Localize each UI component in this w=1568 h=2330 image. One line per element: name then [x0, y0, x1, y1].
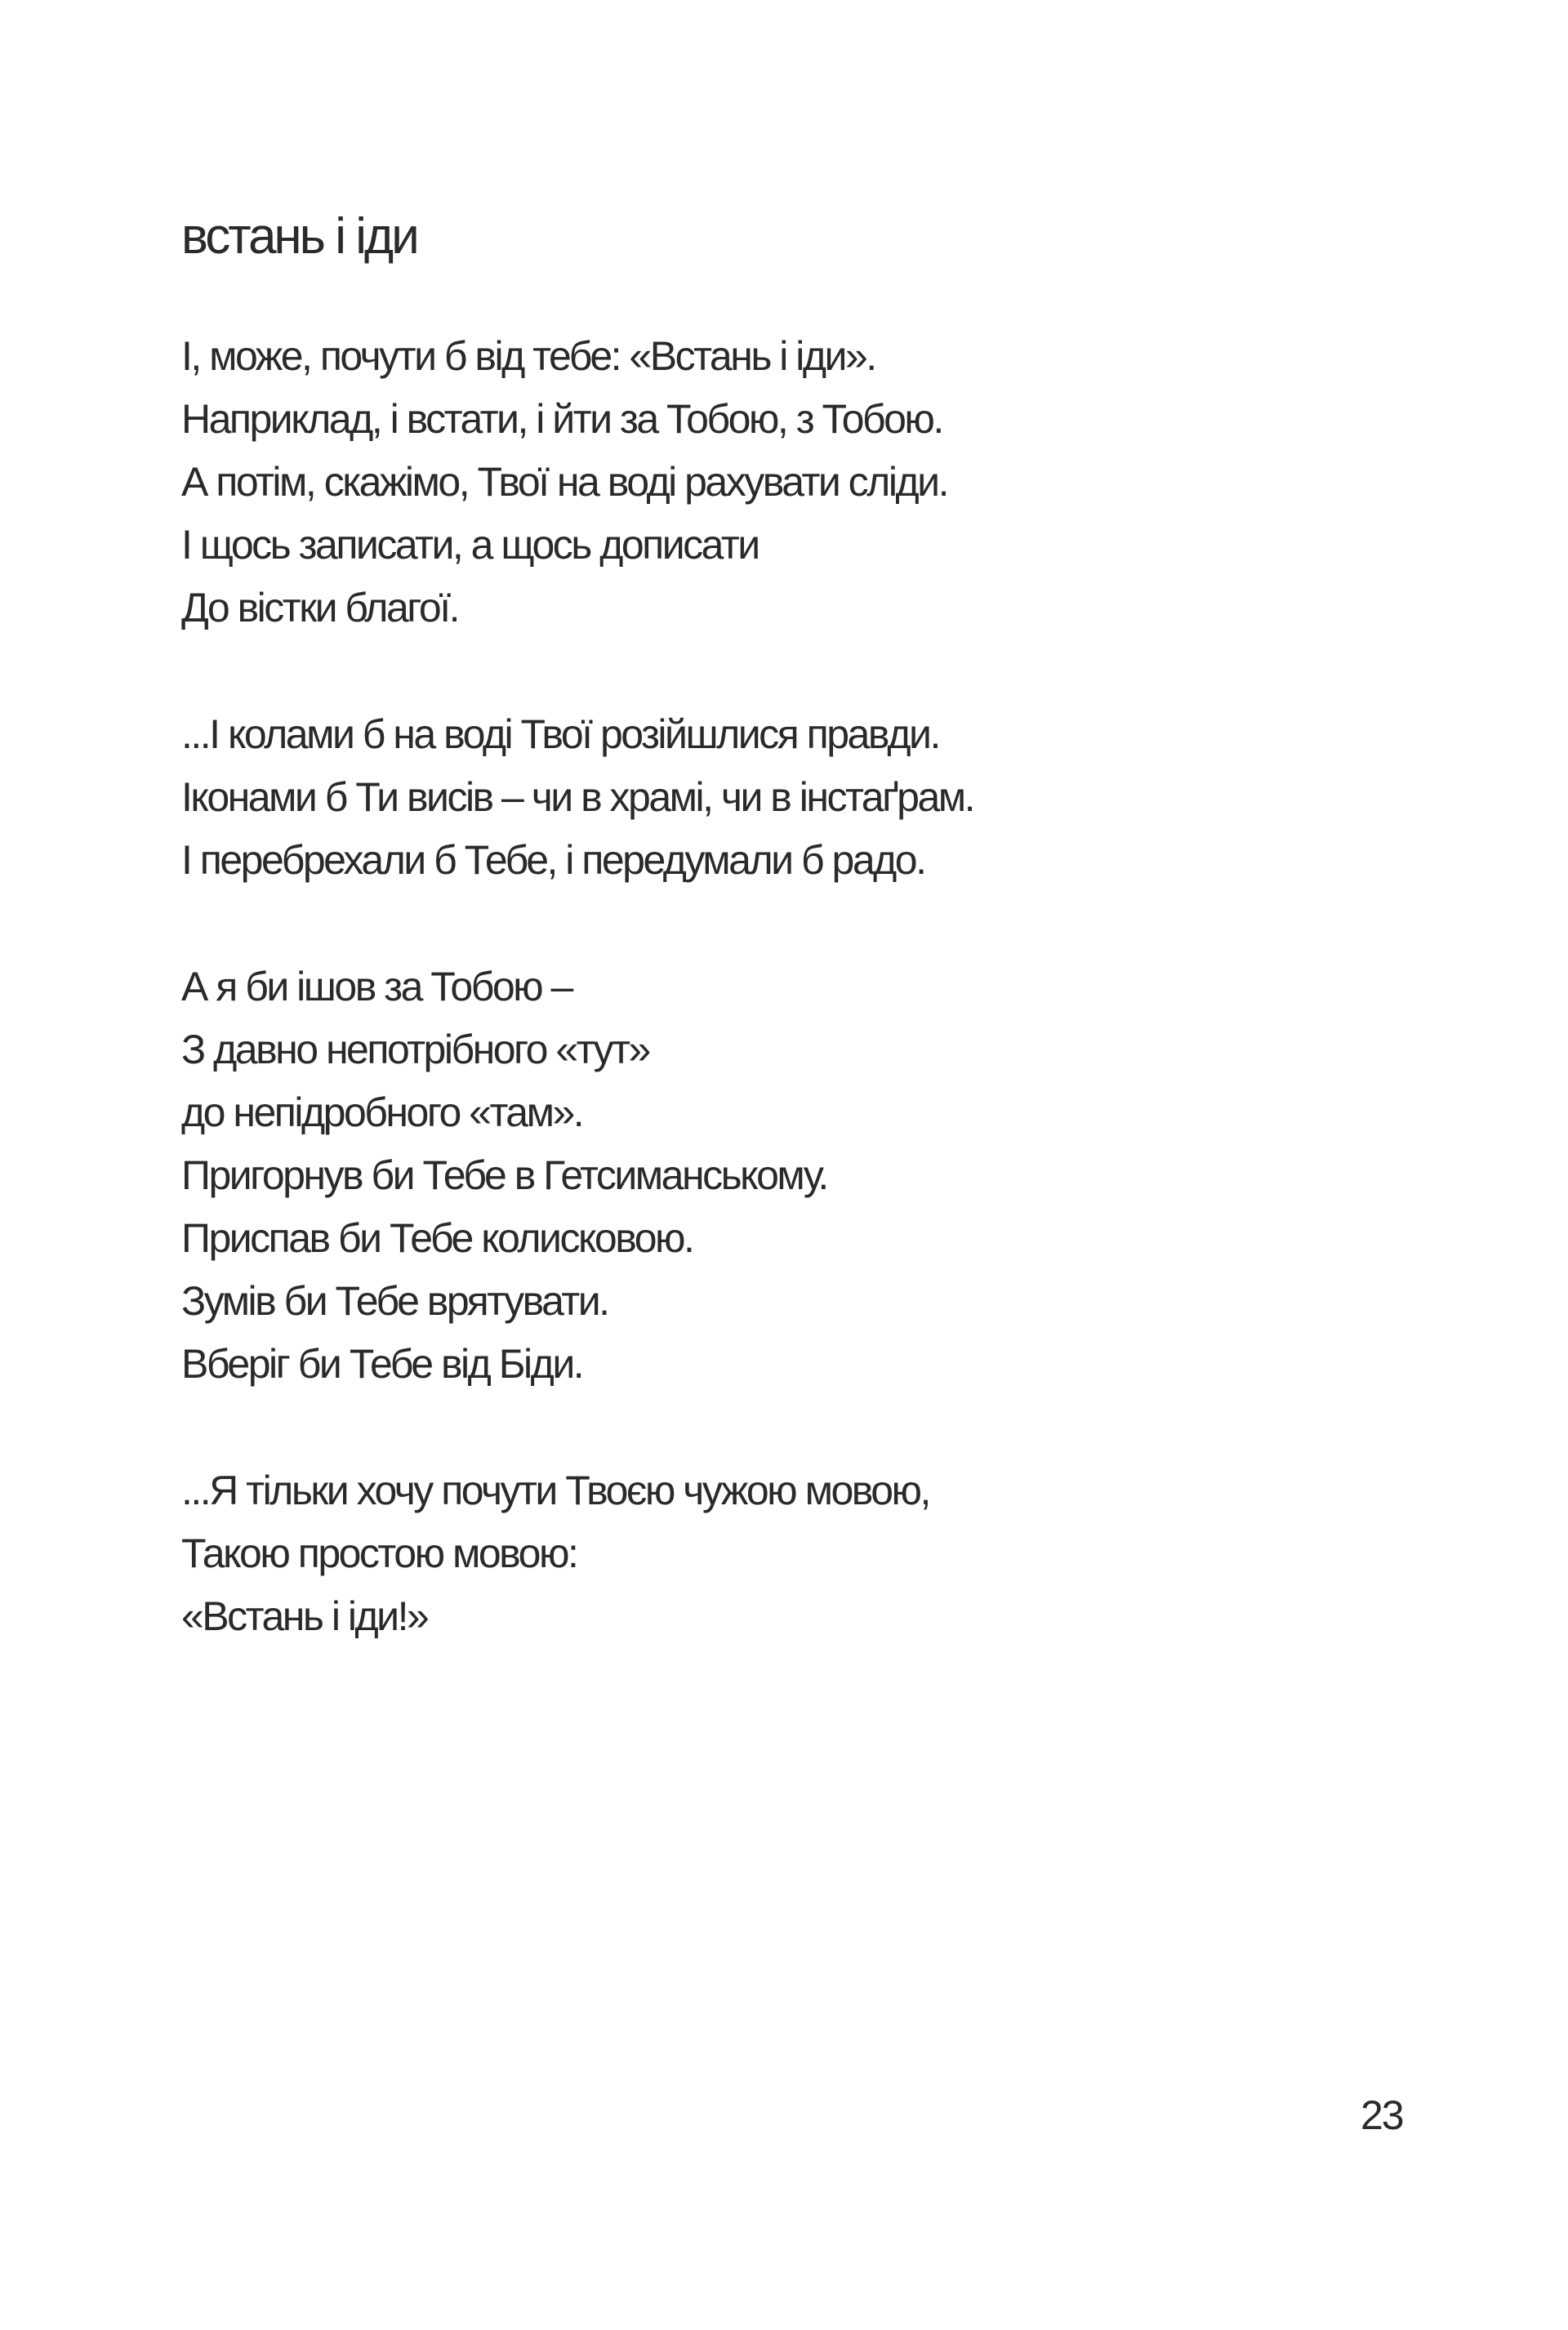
poem-line: З давно непотрібного «тут»	[181, 1027, 649, 1072]
poem-line: А потім, скажімо, Твої на воді рахувати сліди.	[181, 459, 947, 505]
poem-line: «Встань і іди!»	[181, 1593, 428, 1639]
poem-line: А я би ішов за Тобою –	[181, 964, 572, 1009]
poem-line: Іконами б Ти висів – чи в храмі, чи в інстаґрам.	[181, 774, 974, 820]
page-number: 23	[1361, 2092, 1403, 2138]
poem-line: І, може, почути б від тебе: «Встань і іди».	[181, 333, 875, 379]
stanza	[181, 956, 1406, 1396]
poem-line: до непідробного «там».	[181, 1089, 583, 1135]
poem-line: ...Я тільки хочу почути Твоєю чужою мовою,	[181, 1468, 929, 1513]
stanza	[181, 703, 1406, 892]
poem-body	[181, 325, 1406, 1712]
poem-line: Зумів би Тебе врятувати.	[181, 1278, 608, 1324]
poem-line: І щось записати, а щось дописати	[181, 522, 759, 568]
poem-line: До вістки благої.	[181, 585, 458, 630]
poem-line: Такою простою мовою:	[181, 1530, 577, 1576]
poem-line: Наприклад, і встати, і йти за Тобою, з Тобою.	[181, 396, 942, 442]
poem-line: ...І колами б на воді Твої розійшлися правди.	[181, 711, 939, 757]
stanza	[181, 1459, 1406, 1648]
poem-title: встань і іди	[181, 208, 417, 265]
poem-line: Приспав би Тебе колисковою.	[181, 1215, 693, 1261]
stanza	[181, 325, 1406, 639]
poem-line: І перебрехали б Тебе, і передумали б радо.	[181, 837, 925, 883]
poem-line: Пригорнув би Тебе в Гетсиманському.	[181, 1152, 827, 1198]
poem-line: Вберіг би Тебе від Біди.	[181, 1341, 583, 1387]
